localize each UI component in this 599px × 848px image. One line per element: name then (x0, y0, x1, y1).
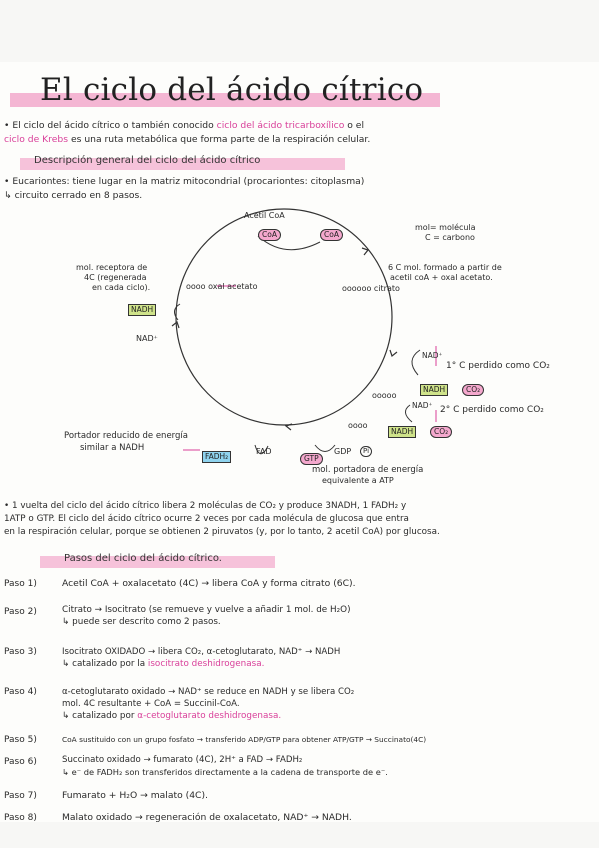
step-sub: ↳ puede ser descrito como 2 pasos. (62, 617, 221, 627)
step-text: Citrato → Isocitrato (se remueve y vuelve a añadir 1 mol. de H₂O) (62, 605, 351, 615)
nadh-box (128, 297, 156, 316)
receptor-label: mol. receptora de (76, 263, 148, 272)
step-text: CoA sustituido con un grupo fosfato → transferido ADP/GTP para obtener ATP/GTP → Succinato(4C) (62, 735, 427, 744)
step-text: Isocitrato OXIDADO → libera CO₂, α-cetoglutarato, NAD⁺ → NADH (62, 647, 341, 657)
step-text: Succinato oxidado → fumarato (4C), 2H⁺ a FAD → FADH₂ (62, 755, 303, 765)
cycle-arrow (172, 322, 179, 328)
pi-label: Pi (360, 446, 372, 457)
nad-arrow (174, 304, 180, 320)
nadh-box (388, 419, 416, 438)
intro-highlight: ciclo de Krebs (4, 134, 69, 145)
mol-portadora-label: mol. portadora de energía (312, 465, 424, 475)
legend: C = carbono (425, 233, 475, 242)
receptor-label: en cada ciclo). (92, 283, 151, 292)
sixc-label: acetil coA + oxal acetato. (390, 273, 493, 282)
step-label: Paso 5) (4, 735, 37, 745)
gtp-pill (300, 446, 323, 465)
acetil-label: Acetil CoA (244, 211, 285, 220)
cycle-arrow (390, 350, 397, 356)
summary-line: en la respiración celular, porque se obtienen 2 piruvatos (y, por lo tanto, 2 acetil CoA) por glucosa. (4, 527, 440, 537)
gtp-label: GTP (300, 453, 323, 465)
bullet-line: ↳ circuito cerrado en 8 pasos. (4, 190, 143, 201)
coa-pill (258, 222, 281, 241)
step-label: Paso 6) (4, 757, 37, 767)
co2-label: CO₂ (462, 384, 484, 396)
enzyme-name: α-cetoglutarato deshidrogenasa. (137, 711, 282, 721)
mol-portadora-label: equivalente a ATP (322, 476, 394, 485)
intro-line-2 (4, 134, 370, 146)
step-text: Acetil CoA + oxalacetato (4C) → libera CoA y forma citrato (6C). (62, 578, 356, 589)
intro-text: o el (347, 120, 364, 131)
step-sub: mol. 4C resultante + CoA = Succinil-CoA. (62, 699, 240, 709)
co2-loss-label: 2° C perdido como CO₂ (440, 405, 544, 415)
legend: mol= molécula (415, 223, 476, 232)
step-sub (62, 710, 281, 722)
nad-label: NAD⁺ (136, 334, 158, 343)
step-label: Paso 7) (4, 791, 37, 801)
step-text: Malato oxidado → regeneración de oxalacetato, NAD⁺ → NADH. (62, 812, 352, 823)
step-sub: ↳ e⁻ de FADH₂ son transferidos directamente a la cadena de transporte de e⁻. (62, 767, 388, 777)
step-label: Paso 4) (4, 687, 37, 697)
nadh-box (420, 377, 448, 396)
coa-pill (320, 222, 343, 241)
enzyme-name: isocitrato deshidrogenasa. (147, 659, 265, 669)
portador-label: Portador reducido de energía (64, 431, 188, 441)
carbon-chain: oooo (348, 421, 368, 430)
step-sub-text: ↳ catalizado por la (62, 659, 146, 669)
step-sub (62, 658, 264, 670)
fad-label: FAD (256, 447, 272, 456)
cycle-circle (176, 209, 392, 425)
step-label: Paso 3) (4, 647, 37, 657)
citrato-label: oooooo citrato (342, 284, 400, 293)
page-title: El ciclo del ácido cítrico (40, 72, 424, 108)
summary-line: • 1 vuelta del ciclo del ácido cítrico libera 2 moléculas de CO₂ y produce 3NADH, 1 FADH₂ y (4, 501, 407, 511)
gdp-label: GDP (334, 447, 352, 456)
section-heading: Pasos del ciclo del ácido cítrico. (64, 553, 222, 564)
oxalacetato-label: oooo oxal acetato (186, 282, 258, 291)
co2-label: CO₂ (430, 426, 452, 438)
fadh2-label: FADH₂ (202, 451, 231, 463)
step-label: Paso 1) (4, 579, 37, 589)
co2-pill (430, 419, 452, 438)
cycle-arrow (362, 248, 368, 255)
intro-line-1 (4, 120, 364, 132)
co2-loss-label: 1° C perdido como CO₂ (446, 361, 550, 371)
receptor-label: 4C (regenerada (84, 273, 147, 282)
step-text: Fumarato + H₂O → malato (4C). (62, 790, 208, 801)
co2-pill (462, 377, 484, 396)
coa-label: CoA (258, 229, 281, 241)
summary-line: 1ATP o GTP. El ciclo del ácido cítrico ocurre 2 veces por cada molécula de glucosa que entra (4, 514, 409, 524)
bullet-line: • Eucariontes: tiene lugar en la matriz mitocondrial (procariontes: citoplasma) (4, 176, 365, 187)
nadh-label: NADH (388, 426, 416, 438)
coa-label: CoA (320, 229, 343, 241)
nad-label: NAD⁺ (422, 351, 443, 360)
intro-text: • El ciclo del ácido cítrico o también conocido (4, 120, 214, 131)
portador-label: similar a NADH (80, 443, 145, 453)
step-text: α-cetoglutarato oxidado → NAD⁺ se reduce en NADH y se libera CO₂ (62, 687, 355, 697)
nad-arrow (412, 350, 420, 375)
fadh2-box (202, 444, 231, 463)
nadh-label: NADH (420, 384, 448, 396)
step-label: Paso 8) (4, 813, 37, 823)
nad-label: NAD⁺ (412, 401, 433, 410)
step-label: Paso 2) (4, 607, 37, 617)
intro-text: es una ruta metabólica que forma parte de la respiración celular. (70, 134, 371, 145)
intro-highlight: ciclo del ácido tricarboxílico (216, 120, 345, 131)
carbon-chain: ooooo (372, 391, 397, 400)
sixc-label: 6 C mol. formado a partir de (388, 263, 502, 272)
step-sub-text: ↳ catalizado por (62, 711, 135, 721)
section-heading: Descripción general del ciclo del ácido cítrico (34, 155, 261, 166)
nadh-label: NADH (128, 304, 156, 316)
